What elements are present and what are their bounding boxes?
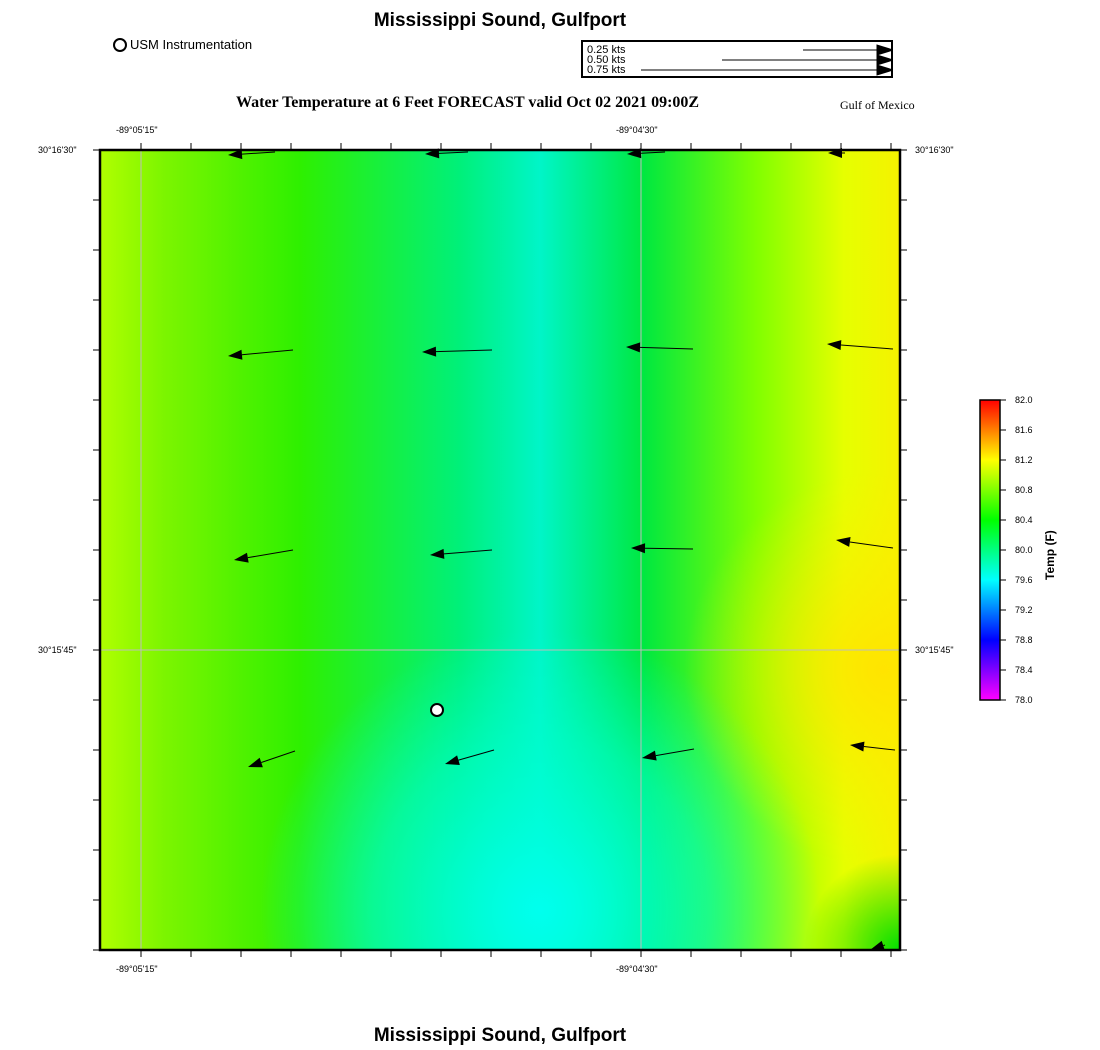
colorbar-label-81-6: 81.6: [1015, 425, 1033, 435]
colorbar-label-78-8: 78.8: [1015, 635, 1033, 645]
temperature-field: [100, 150, 900, 950]
map-subtitle: Water Temperature at 6 Feet FORECAST valid Oct 02 2021 09:00Z: [236, 94, 700, 111]
station-legend-label: USM Instrumentation: [130, 37, 253, 52]
colorbar-label-79-6: 79.6: [1015, 575, 1033, 585]
scale-label-050: 0.50 kts: [587, 54, 626, 66]
colorbar-label-78-4: 78.4: [1015, 665, 1033, 675]
lat-label-right-1: 30°16'30": [915, 145, 954, 155]
scale-label-025: 0.25 kts: [587, 44, 626, 56]
region-label: Gulf of Mexico: [840, 98, 915, 112]
scale-label-075: 0.75 kts: [587, 64, 626, 76]
lon-label-top-2: -89°04'30": [616, 125, 658, 135]
colorbar-label-78-0: 78.0: [1015, 695, 1033, 705]
colorbar-title: Temp (F): [1043, 530, 1057, 580]
map-footer-title: Mississippi Sound, Gulfport: [373, 1025, 627, 1046]
lon-label-top-1: -89°05'15": [116, 125, 158, 135]
lon-label-bottom-1: -89°05'15": [116, 964, 158, 974]
lat-label-right-2: 30°15'45": [915, 645, 954, 655]
colorbar-label-81-2: 81.2: [1015, 455, 1033, 465]
usm-station-marker: [431, 704, 443, 716]
colorbar-label-80-4: 80.4: [1015, 515, 1033, 525]
colorbar-label-79-2: 79.2: [1015, 605, 1033, 615]
colorbar-label-80-0: 80.0: [1015, 545, 1033, 555]
colorbar-label-82-0: 82.0: [1015, 395, 1033, 405]
colorbar-label-80-8: 80.8: [1015, 485, 1033, 495]
lat-label-left-2: 30°15'45": [38, 645, 77, 655]
map-title: Mississippi Sound, Gulfport: [373, 10, 627, 31]
colorbar: [980, 400, 1000, 700]
lat-label-left-1: 30°16'30": [38, 145, 77, 155]
lon-label-bottom-2: -89°04'30": [616, 964, 658, 974]
